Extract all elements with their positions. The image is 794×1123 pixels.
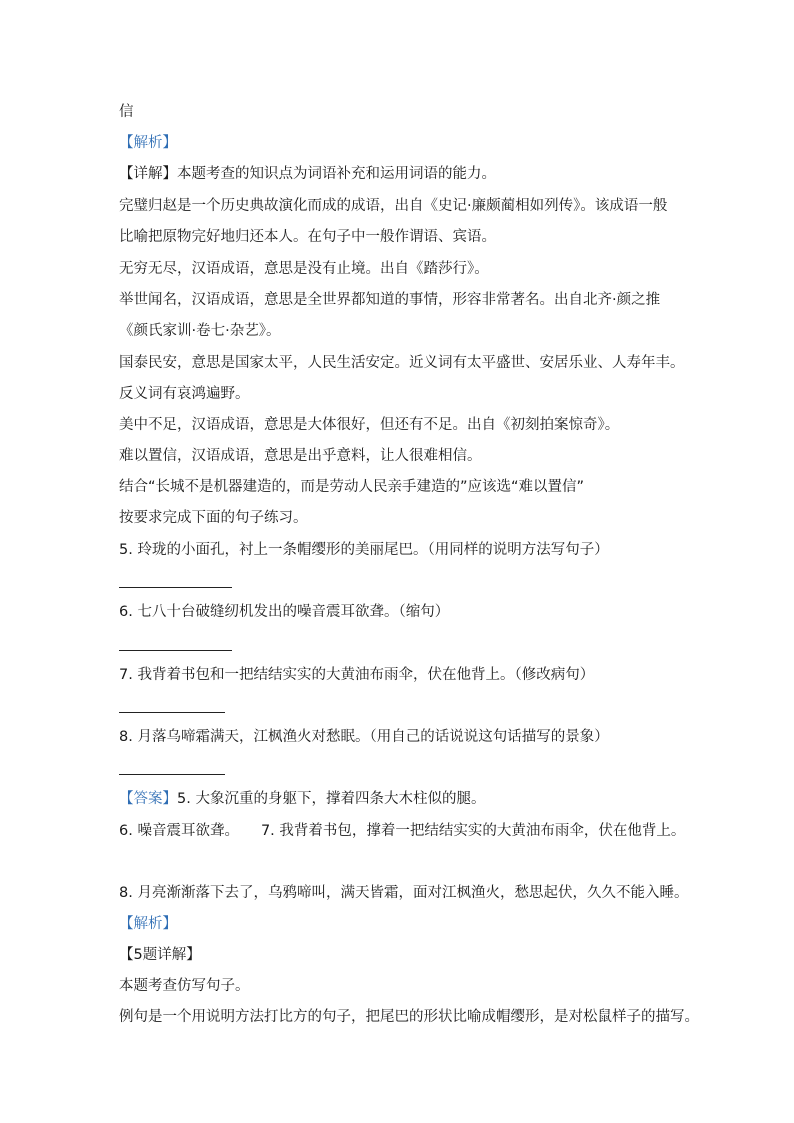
- answer-line-5: [119, 789, 485, 809]
- answer-label: 【答案】: [119, 791, 177, 807]
- paragraph-line: 国泰民安，意思是国家太平，人民生活安定。近义词有太平盛世、安居乐业、人寿年丰。: [119, 355, 685, 371]
- paragraph-line: 例句是一个用说明方法打比方的句子，把尾巴的形状比喻成帽缨形，是对松鼠样子的描写。: [119, 1009, 699, 1025]
- paragraph-line: 反义词有哀鸿遍野。: [119, 386, 250, 402]
- question-7: 7. 我背着书包和一把结结实实的大黄油布雨伞，伏在他背上。（修改病句）: [119, 667, 595, 683]
- question-5: 5. 玲珑的小面孔，衬上一条帽缨形的美丽尾巴。（用同样的说明方法写句子）: [119, 542, 609, 558]
- question-6: 6. 七八十台破缝纫机发出的噪音震耳欲聋。（缩句）: [119, 604, 450, 620]
- answer-7: 7. 我背着书包，撑着一把结结实实的大黄油布雨伞，伏在他背上。: [260, 823, 686, 839]
- paragraph-line: 本题考查仿写句子。: [119, 978, 250, 994]
- answer-blank: [119, 587, 232, 588]
- answer-5: 5. 大象沉重的身躯下，撑着四条大木柱似的腿。: [177, 791, 486, 807]
- paragraph-line: 无穷无尽，汉语成语，意思是没有止境。出自《踏莎行》。: [119, 261, 489, 277]
- analysis-label: 【解析】: [119, 916, 177, 932]
- paragraph-line: 比喻把原物完好地归还本人。在句子中一般作谓语、宾语。: [119, 229, 496, 245]
- line-fragment: 信: [119, 104, 134, 120]
- answer-6: 6. 噪音震耳欲聋。: [119, 823, 239, 839]
- answer-line-6-7: [119, 821, 685, 841]
- paragraph-line: 《颜氏家训·卷七·杂艺》。: [119, 323, 281, 339]
- paragraph-line: 完璧归赵是一个历史典故演化而成的成语，出自《史记·廉颇蔺相如列传》。该成语一般: [119, 198, 668, 214]
- detail-label: 【详解】: [119, 166, 177, 182]
- answer-blank: [119, 712, 225, 713]
- paragraph-line: 难以置信，汉语成语，意思是出乎意料，让人很难相信。: [119, 448, 482, 464]
- paragraph-line: 结合“长城不是机器建造的，而是劳动人民亲手建造的”应该选“难以置信”: [119, 479, 585, 495]
- sub-detail-label: 【5题详解】: [119, 947, 201, 963]
- answer-8: 8. 月亮渐渐落下去了，乌鸦啼叫，满天皆霜，面对江枫渔火，愁思起伏，久久不能入睡。: [119, 885, 689, 901]
- detail-line: [119, 164, 496, 184]
- paragraph-line: 举世闻名，汉语成语，意思是全世界都知道的事情，形容非常著名。出自北齐·颜之推: [119, 292, 661, 308]
- answer-blank: [119, 774, 225, 775]
- answer-blank: [119, 650, 232, 651]
- instruction-line: 按要求完成下面的句子练习。: [119, 510, 308, 526]
- paragraph-line: 美中不足，汉语成语，意思是大体很好，但还有不足。出自《初刻拍案惊奇》。: [119, 417, 620, 433]
- detail-text: 本题考查的知识点为词语补充和运用词语的能力。: [177, 166, 496, 182]
- question-8: 8. 月落乌啼霜满天，江枫渔火对愁眠。（用自己的话说说这句话描写的景象）: [119, 729, 609, 745]
- analysis-label: 【解析】: [119, 135, 177, 151]
